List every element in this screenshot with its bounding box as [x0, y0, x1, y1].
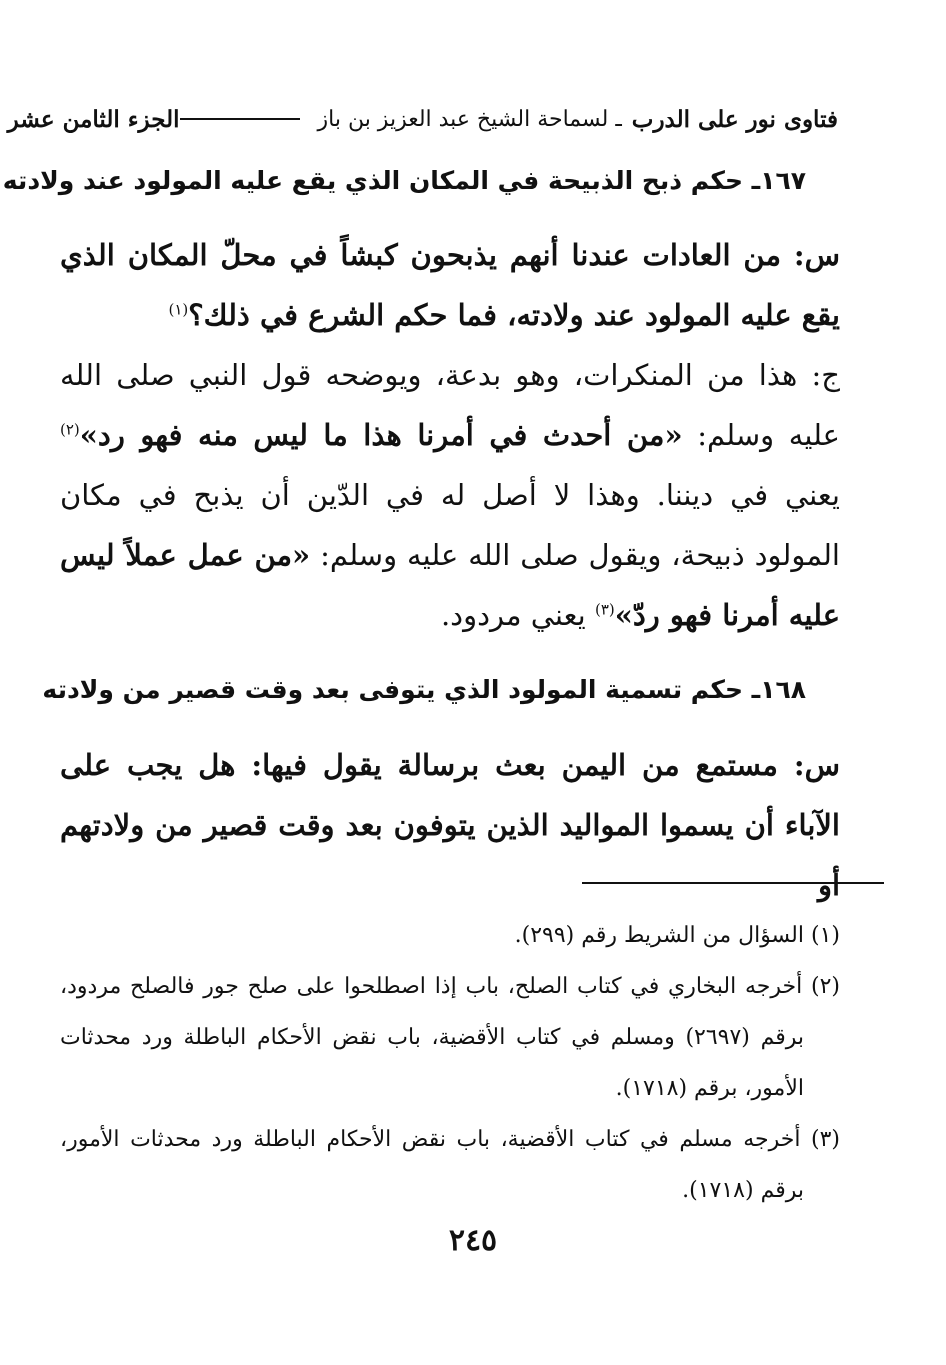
question-168: س: مستمع من اليمن بعث برسالة يقول فيها: هل يجب على الآباء أن يسموا المواليد الذين يتوفون بعد وقت قصير من ولادتهم أو [60, 748, 840, 902]
question-167 [60, 225, 840, 345]
page-number: ٢٤٥ [448, 1223, 498, 1258]
book-title: فتاوى نور على الدرب [631, 105, 838, 133]
answer-167-text-1: ج: هذا من المنكرات، وهو بدعة، ويوضحه قول النبي صلى الله عليه وسلم: [60, 358, 840, 452]
answer-167-text-3: يعني مردود. [440, 598, 595, 632]
question-167-text: س: من العادات عندنا أنهم يذبحون كبشاً في محلّ المكان الذي يقع عليه المولود عند ولادته، فما حكم الشرع في ذلك؟ [60, 238, 840, 332]
header-rule [180, 118, 300, 120]
section-heading-168: ١٦٨ـ حكم تسمية المولود الذي يتوفى بعد وقت قصير من ولادته [42, 675, 806, 704]
hadith-quote-2: «من عمل عملاً ليس عليه أمرنا فهو ردّ» [60, 538, 840, 632]
footnote-2: (٢) أخرجه البخاري في كتاب الصلح، باب إذا اصطلحوا على صلح جور فالصلح مردود، برقم (٢٦٩٧) ومسلم في كتاب الأقضية، باب نقض الأحكام الباطلة ورد محدثات الأمور، برقم (١٧١٨). [60, 974, 840, 1101]
answer-167-text-2: يعني في ديننا. وهذا لا أصل له في الدّين أن يذبح في مكان المولود ذبيحة، ويقول صلى الله عليه وسلم: [60, 478, 840, 572]
footnote-1: (١) السؤال من الشريط رقم (٢٩٩). [514, 923, 840, 948]
hadith-quote-1: «من أحدث في أمرنا هذا ما ليس منه فهو رد» [79, 418, 683, 452]
running-header [7, 102, 838, 136]
answer-167 [60, 345, 840, 645]
running-header-title-group [180, 106, 839, 133]
footnotes [60, 910, 840, 1216]
footnote-ref-3: (٣) [594, 600, 615, 619]
footnote-3: (٣) أخرجه مسلم في كتاب الأقضية، باب نقض الأحكام الباطلة ورد محدثات الأمور، برقم (١٧١٨). [60, 1127, 840, 1203]
footnote-ref-2: (٢) [60, 420, 80, 439]
author-name: ـ لسماحة الشيخ عبد العزيز بن باز [317, 106, 622, 132]
part-number: الجزء الثامن عشر [7, 105, 180, 133]
footnote-separator [582, 882, 884, 884]
section-heading-167: ١٦٧ـ حكم ذبح الذبيحة في المكان الذي يقع عليه المولود عند ولادته [2, 166, 806, 195]
footnote-ref-1: (١) [168, 300, 189, 319]
